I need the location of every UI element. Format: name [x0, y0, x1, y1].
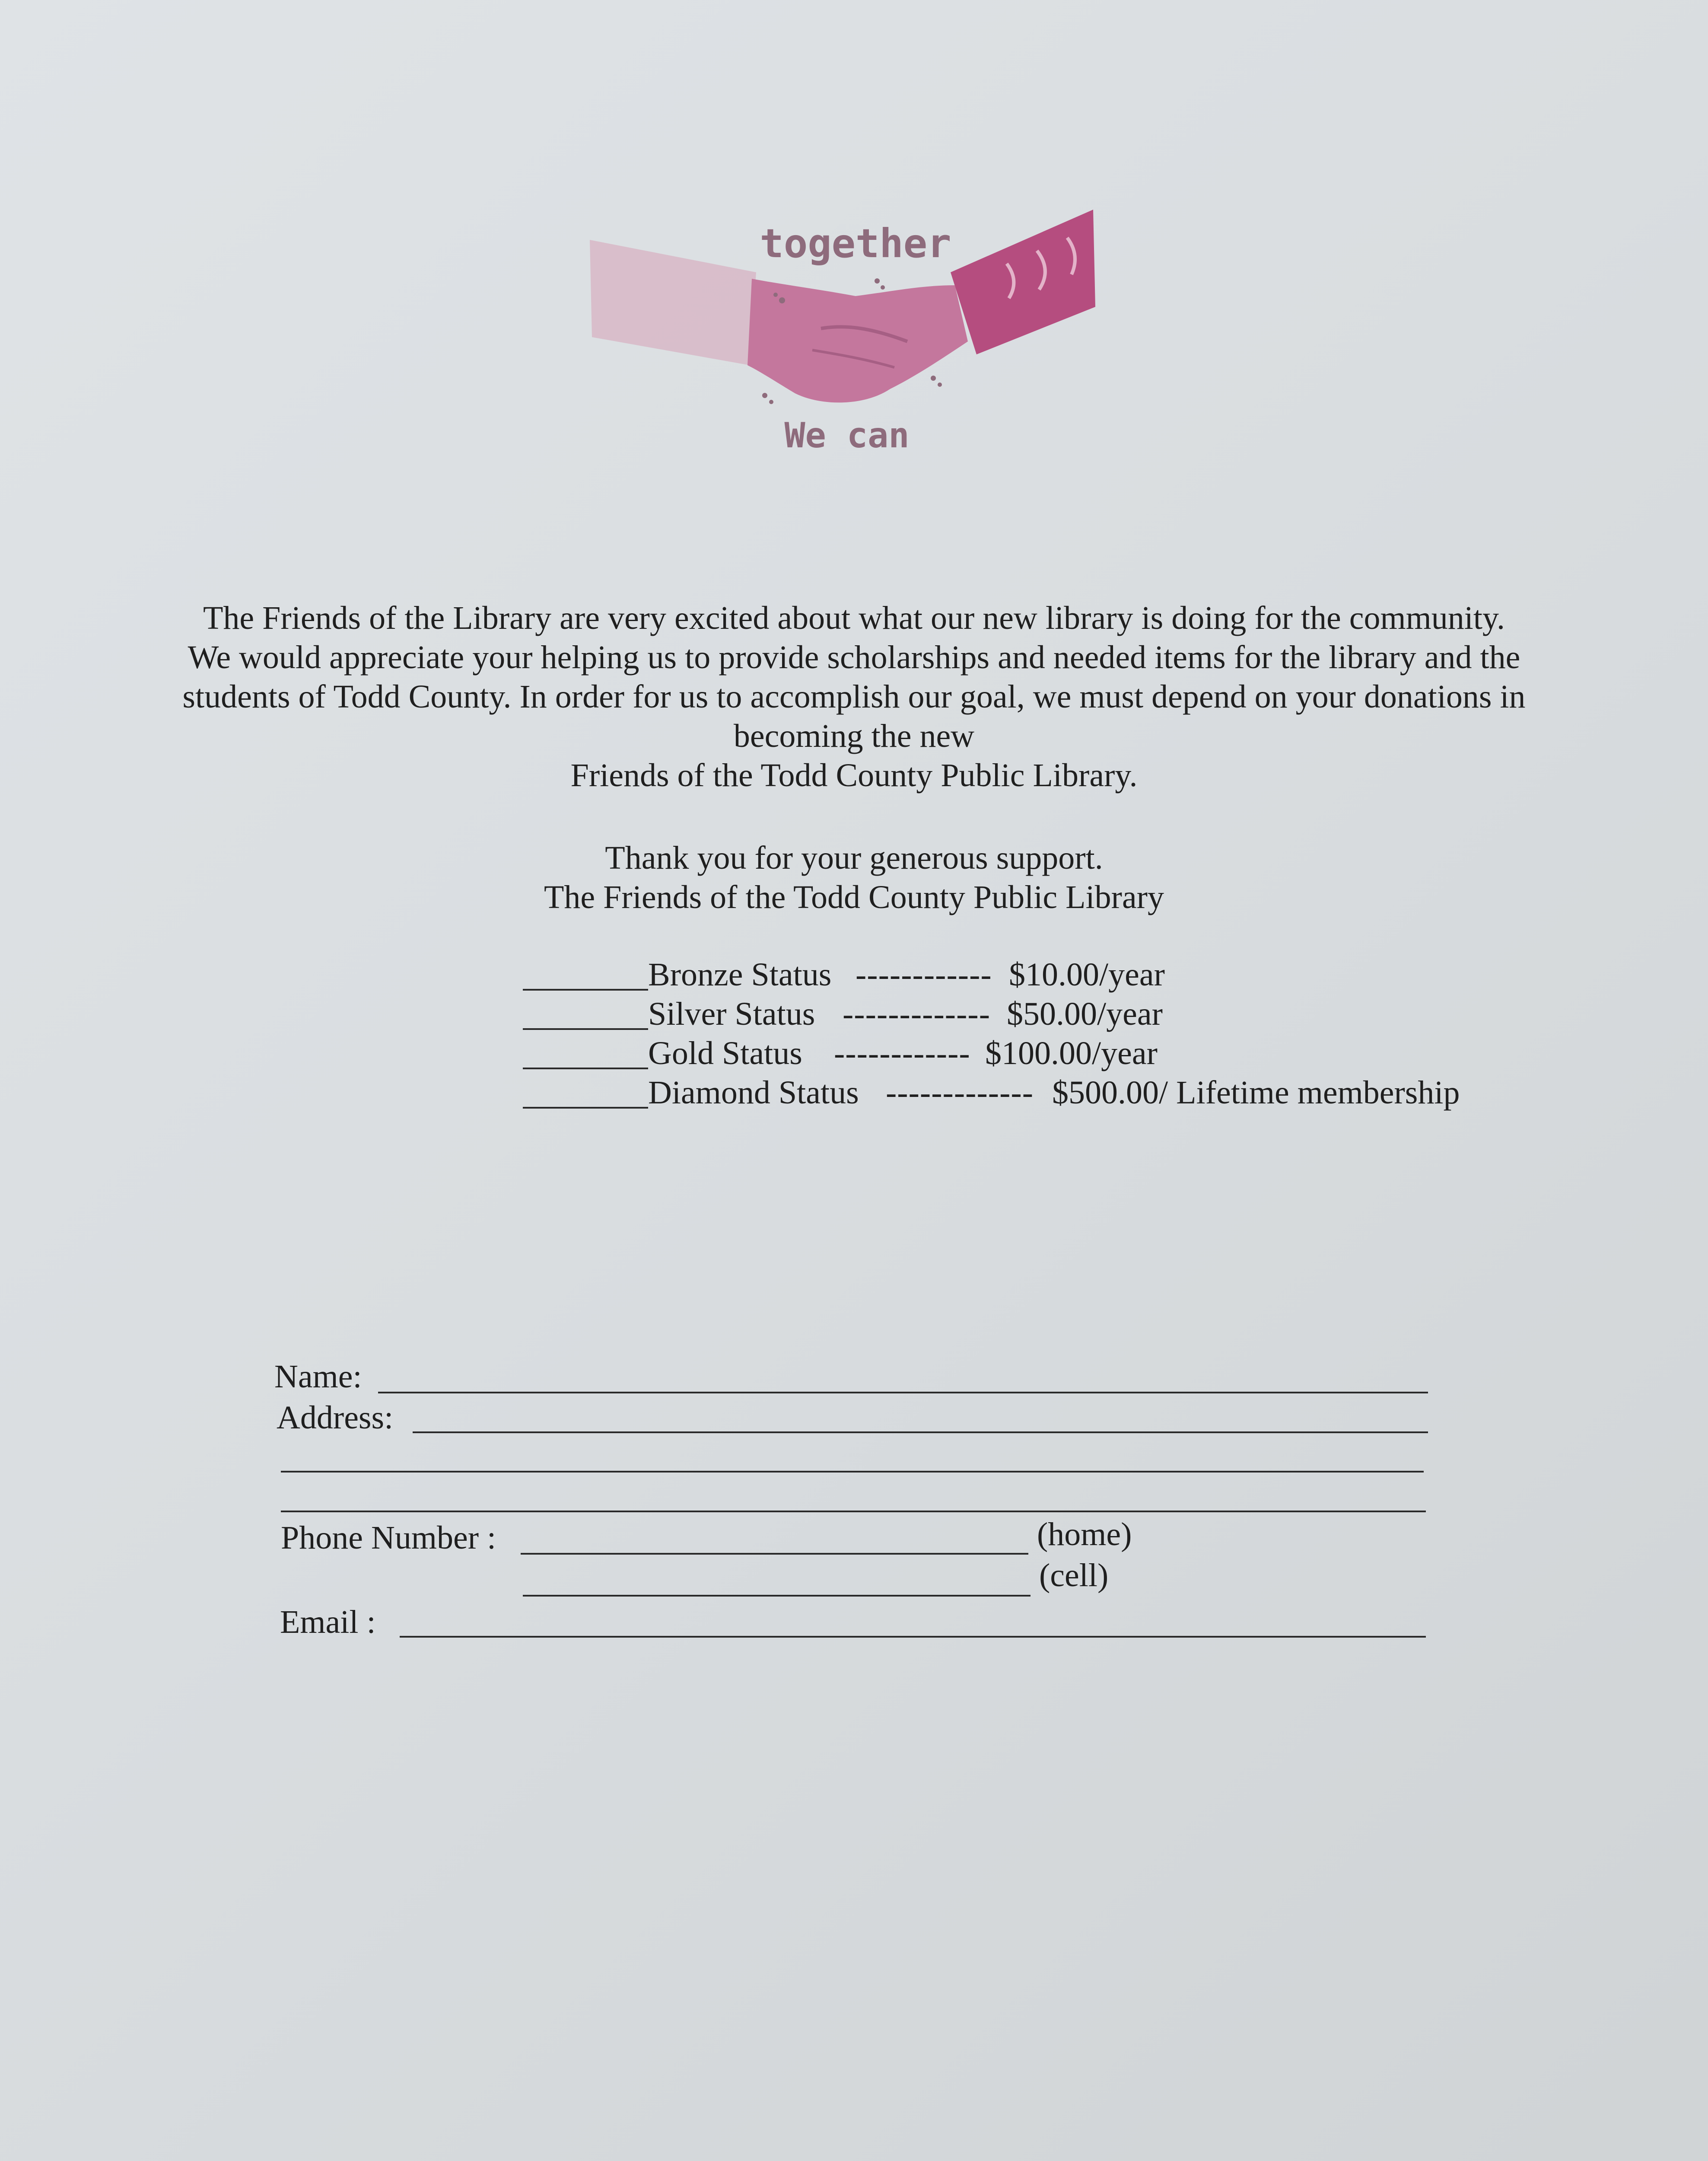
signature-line: The Friends of the Todd County Public Library [544, 879, 1164, 915]
cell-label: (cell) [1039, 1557, 1109, 1594]
phone-label: Phone Number : [281, 1520, 496, 1556]
logo-top-text: together [760, 220, 951, 267]
tier-checkbox-blank[interactable] [523, 1107, 648, 1109]
email-label: Email : [280, 1604, 376, 1640]
tier-price: $100.00/year [985, 1035, 1158, 1071]
tier-silver [523, 994, 1517, 1034]
thank-you-note [108, 838, 1600, 917]
tier-checkbox-blank[interactable] [523, 989, 648, 991]
logo-bottom-text: We can [784, 415, 910, 456]
together-we-can-logo [579, 199, 1115, 475]
tier-dashes: ------------- [843, 996, 991, 1032]
handshake-icon [579, 199, 1115, 475]
intro-line: Friends of the Todd County Public Library. [570, 757, 1138, 794]
tier-name: Silver Status [648, 996, 815, 1032]
tier-name: Diamond Status [648, 1074, 859, 1111]
tier-dashes: ------------ [856, 956, 992, 993]
intro-line: students of Todd County. In order for us to accomplish our goal, we must depend on your donations in [182, 679, 1526, 715]
phone-home-field[interactable] [521, 1553, 1028, 1555]
address-label: Address: [277, 1399, 394, 1436]
tier-price: $50.00/year [1007, 996, 1163, 1032]
tier-dashes: ------------- [886, 1074, 1034, 1111]
membership-tiers [523, 955, 1517, 1112]
address-field-line-3[interactable] [281, 1511, 1426, 1512]
tier-checkbox-blank[interactable] [523, 1028, 648, 1030]
home-label: (home) [1037, 1516, 1132, 1552]
tier-bronze [523, 955, 1517, 994]
tier-dashes: ------------ [834, 1035, 970, 1071]
address-field-line-1[interactable] [413, 1431, 1428, 1433]
address-field-line-2[interactable] [281, 1471, 1424, 1473]
tier-price: $500.00/ Lifetime membership [1052, 1074, 1460, 1111]
intro-paragraph [108, 599, 1600, 795]
tier-gold [523, 1034, 1517, 1073]
intro-line: becoming the new [733, 718, 975, 754]
phone-cell-field[interactable] [523, 1595, 1031, 1597]
intro-line: We would appreciate your helping us to provide scholarships and needed items for the library and the [188, 639, 1520, 676]
tier-checkbox-blank[interactable] [523, 1068, 648, 1069]
thank-you-line: Thank you for your generous support. [605, 840, 1103, 876]
tier-name: Gold Status [648, 1035, 802, 1071]
name-label: Name: [274, 1358, 362, 1395]
tier-price: $10.00/year [1009, 956, 1165, 993]
tier-name: Bronze Status [648, 956, 832, 993]
name-field[interactable] [378, 1392, 1428, 1393]
intro-line: The Friends of the Library are very excited about what our new library is doing for the community. [203, 600, 1505, 636]
email-field[interactable] [400, 1636, 1426, 1638]
tier-diamond [523, 1073, 1517, 1112]
